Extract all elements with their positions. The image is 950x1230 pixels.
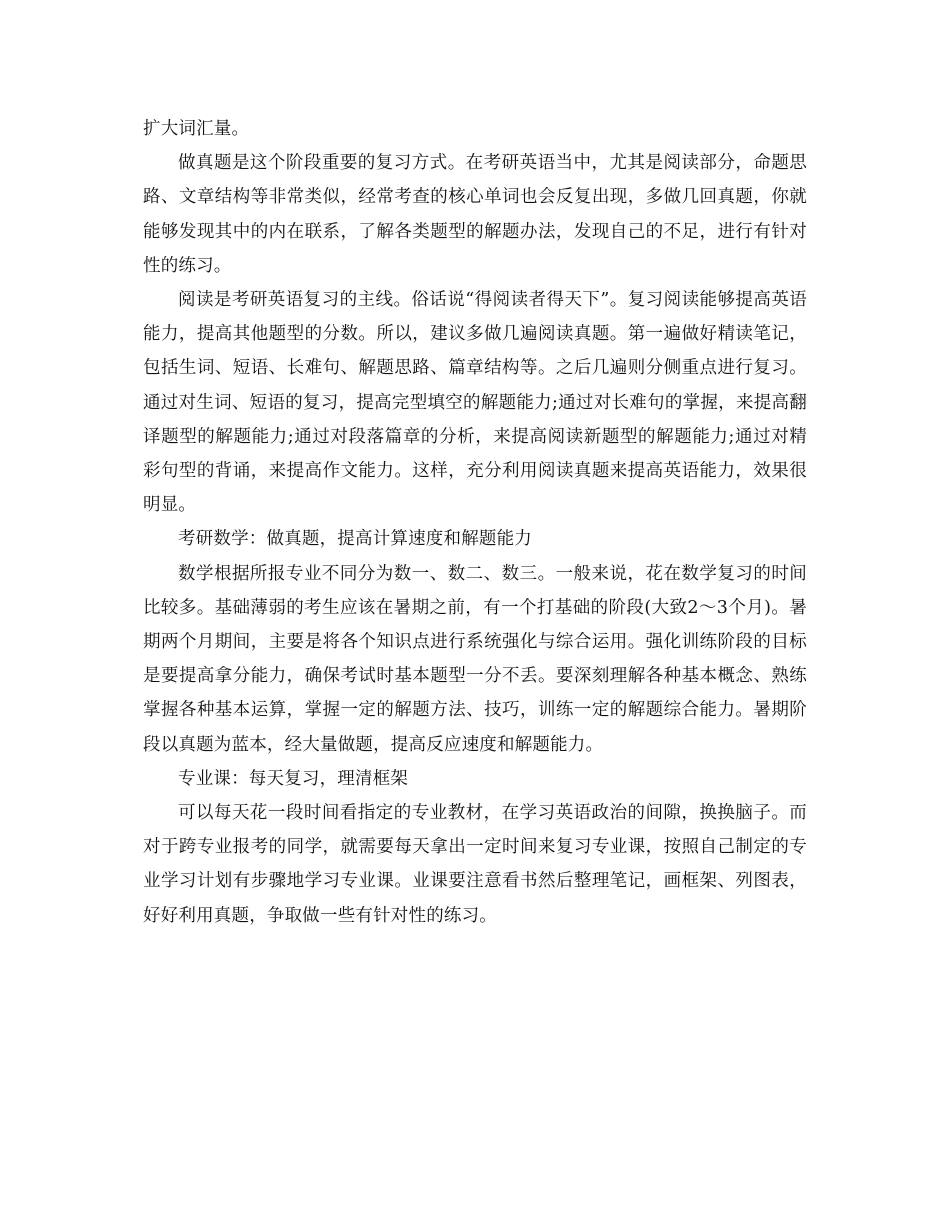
paragraph-math: 数学根据所报专业不同分为数一、数二、数三。一般来说，花在数学复习的时间比较多。基础薄弱的考生应该在暑期之前，有一个打基础的阶段(大致2～3个月)。暑期两个月期间，主要是将各个知识点进行系统强化与综合运用。强化训练阶段的目标是要提高拿分能力，确保考试时基本题型一分不丢。要深刻理解各种基本概念、熟练掌握各种基本运算，掌握一定的解题方法、技巧，训练一定的解题综合能力。暑期阶段以真题为蓝本，经大量做题，提高反应速度和解题能力。 xyxy=(143,563,807,755)
paragraph-continuation: 扩大词汇量。 xyxy=(143,119,250,139)
paragraph-reading: 阅读是考研英语复习的主线。俗话说“得阅读者得天下”。复习阅读能够提高英语能力，提高其他题型的分数。所以，建议多做几遍阅读真题。第一遍做好精读笔记，包括生词、短语、长难句、解题思路、篇章结构等。之后几遍则分侧重点进行复习。通过对生词、短语的复习，提高完型填空的解题能力;通过对长难句的掌握，来提高翻译题型的解题能力;通过对段落篇章的分析，来提高阅读新题型的解题能力;通过对精彩句型的背诵，来提高作文能力。这样，充分利用阅读真题来提高英语能力，效果很明显。 xyxy=(143,290,807,516)
section-heading-math: 考研数学：做真题，提高计算速度和解题能力 xyxy=(178,529,532,550)
paragraph-major: 可以每天花一段时间看指定的专业教材，在学习英语政治的间隙，换换脑子。而对于跨专业报考的同学，就需要每天拿出一定时间来复习专业课，按照自己制定的专业学习计划有步骤地学习专业课。业课要注意看书然后整理笔记，画框架、列图表，好好利用真题，争取做一些有针对性的练习。 xyxy=(143,803,807,926)
section-heading-major: 专业课：每天复习，理清框架 xyxy=(178,768,409,789)
document-body xyxy=(143,112,807,933)
paragraph-real-exams: 做真题是这个阶段重要的复习方式。在考研英语当中，尤其是阅读部分，命题思路、文章结构等非常类似，经常考查的核心单词也会反复出现，多做几回真题，你就能够发现其中的内在联系，了解各类题型的解题办法，发现自己的不足，进行有针对性的练习。 xyxy=(143,153,807,276)
